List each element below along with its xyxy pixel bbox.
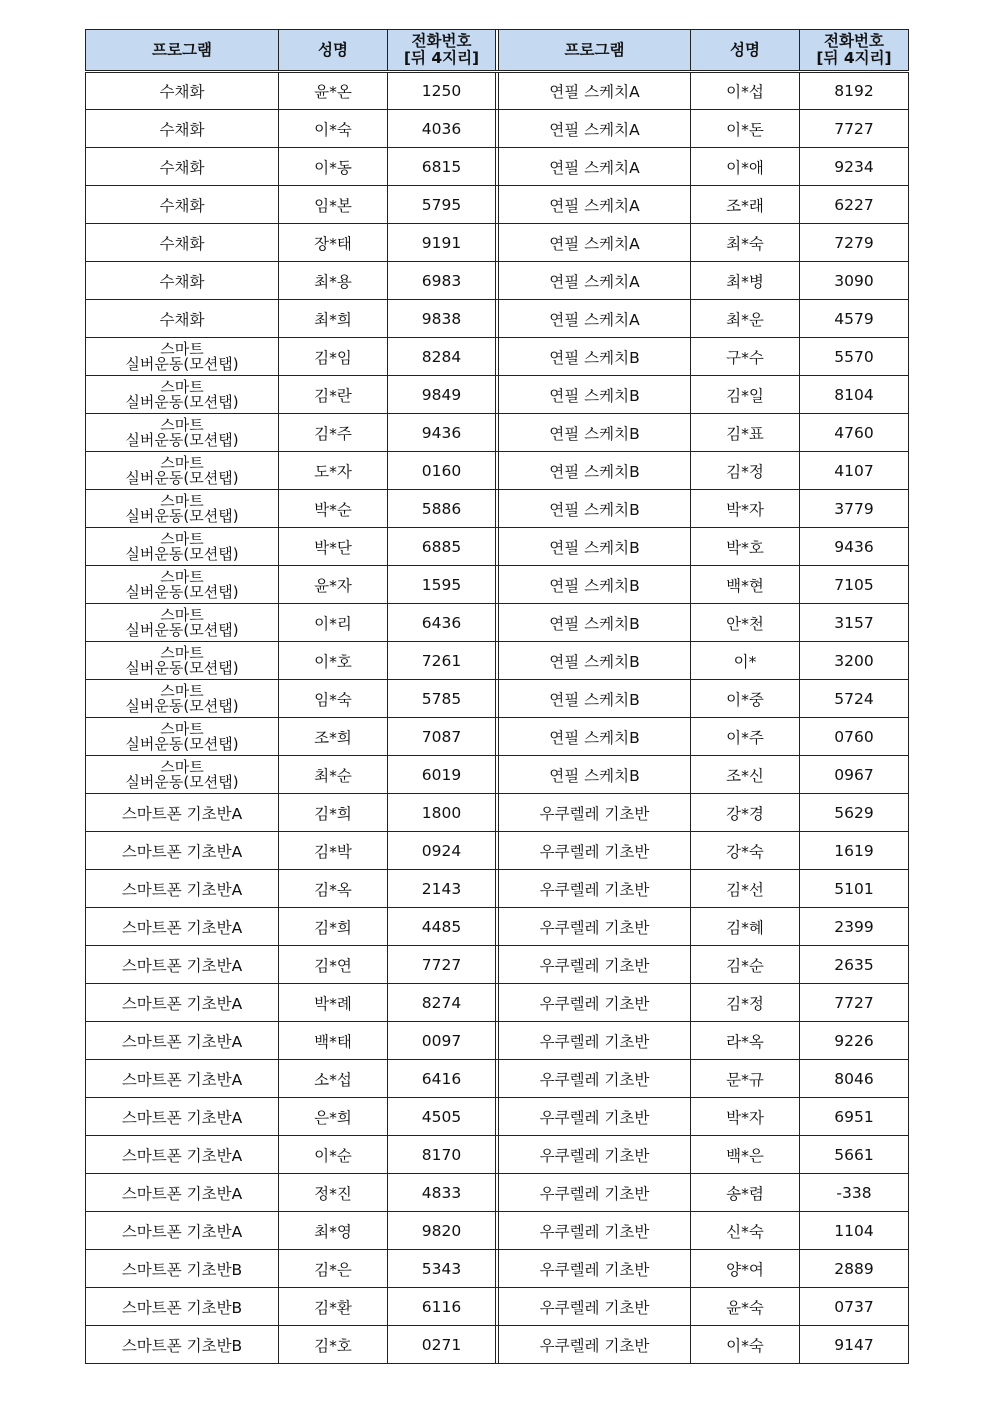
header-name-left: 성명 bbox=[279, 30, 388, 72]
right-phone-cell: 3779 bbox=[800, 490, 909, 528]
right-name-cell: 문*규 bbox=[691, 1060, 800, 1098]
left-phone-cell: 5795 bbox=[388, 186, 496, 224]
right-name-cell: 박*자 bbox=[691, 1098, 800, 1136]
right-name-cell: 신*숙 bbox=[691, 1212, 800, 1250]
right-program-cell: 연필 스케치A bbox=[499, 262, 691, 300]
header-program-right: 프로그램 bbox=[499, 30, 691, 72]
right-name-cell: 이*중 bbox=[691, 680, 800, 718]
right-program-cell: 우쿠렐레 기초반 bbox=[499, 1326, 691, 1364]
right-phone-cell: 3157 bbox=[800, 604, 909, 642]
table-row bbox=[86, 110, 909, 148]
right-program-cell: 연필 스케치A bbox=[499, 186, 691, 224]
right-program-cell: 연필 스케치B bbox=[499, 566, 691, 604]
table-row bbox=[86, 414, 909, 452]
right-name-cell: 김*표 bbox=[691, 414, 800, 452]
right-phone-cell: 0967 bbox=[800, 756, 909, 794]
program-line2: 실버운동(모션탭) bbox=[125, 696, 239, 715]
right-program-cell: 우쿠렐레 기초반 bbox=[499, 1022, 691, 1060]
left-program-cell: 수채화 bbox=[86, 148, 279, 186]
left-phone-cell: 1595 bbox=[388, 566, 496, 604]
left-name-cell: 김*임 bbox=[279, 338, 388, 376]
right-name-cell: 라*옥 bbox=[691, 1022, 800, 1060]
header-phone-left bbox=[388, 30, 496, 72]
left-phone-cell: 6885 bbox=[388, 528, 496, 566]
right-program-cell: 우쿠렐레 기초반 bbox=[499, 984, 691, 1022]
left-program-cell: 스마트폰 기초반A bbox=[86, 1022, 279, 1060]
right-name-cell: 송*렴 bbox=[691, 1174, 800, 1212]
left-name-cell: 도*자 bbox=[279, 452, 388, 490]
right-program-cell: 연필 스케치A bbox=[499, 148, 691, 186]
table-row bbox=[86, 1288, 909, 1326]
left-program-cell bbox=[86, 528, 279, 566]
header-row bbox=[86, 30, 909, 72]
left-name-cell: 박*례 bbox=[279, 984, 388, 1022]
table-row bbox=[86, 908, 909, 946]
left-program-cell bbox=[86, 604, 279, 642]
left-name-cell: 김*호 bbox=[279, 1326, 388, 1364]
right-program-cell: 우쿠렐레 기초반 bbox=[499, 1250, 691, 1288]
right-phone-cell: -338 bbox=[800, 1174, 909, 1212]
left-name-cell: 최*용 bbox=[279, 262, 388, 300]
right-name-cell: 박*자 bbox=[691, 490, 800, 528]
table-row bbox=[86, 1212, 909, 1250]
right-name-cell: 이*돈 bbox=[691, 110, 800, 148]
left-name-cell: 박*순 bbox=[279, 490, 388, 528]
left-name-cell: 김*은 bbox=[279, 1250, 388, 1288]
program-line1: 스마트 bbox=[160, 453, 204, 472]
right-program-cell: 우쿠렐레 기초반 bbox=[499, 1060, 691, 1098]
right-name-cell: 김*순 bbox=[691, 946, 800, 984]
table-row bbox=[86, 1098, 909, 1136]
program-line1: 스마트 bbox=[160, 719, 204, 738]
left-name-cell: 최*영 bbox=[279, 1212, 388, 1250]
right-program-cell: 우쿠렐레 기초반 bbox=[499, 1098, 691, 1136]
left-program-cell: 스마트폰 기초반B bbox=[86, 1250, 279, 1288]
right-name-cell: 강*경 bbox=[691, 794, 800, 832]
program-line1: 스마트 bbox=[160, 415, 204, 434]
right-phone-cell: 0760 bbox=[800, 718, 909, 756]
program-line1: 스마트 bbox=[160, 491, 204, 510]
right-program-cell: 우쿠렐레 기초반 bbox=[499, 1136, 691, 1174]
right-name-cell: 최*운 bbox=[691, 300, 800, 338]
table-row bbox=[86, 528, 909, 566]
table-row bbox=[86, 300, 909, 338]
program-line2: 실버운동(모션탭) bbox=[125, 658, 239, 677]
right-program-cell: 연필 스케치B bbox=[499, 680, 691, 718]
right-phone-cell: 9226 bbox=[800, 1022, 909, 1060]
right-program-cell: 연필 스케치A bbox=[499, 224, 691, 262]
left-program-cell: 수채화 bbox=[86, 300, 279, 338]
left-phone-cell: 6983 bbox=[388, 262, 496, 300]
right-program-cell: 연필 스케치B bbox=[499, 490, 691, 528]
right-phone-cell: 5570 bbox=[800, 338, 909, 376]
table-row bbox=[86, 186, 909, 224]
table-row bbox=[86, 1250, 909, 1288]
left-phone-cell: 9838 bbox=[388, 300, 496, 338]
left-phone-cell: 1250 bbox=[388, 72, 496, 110]
right-phone-cell: 5629 bbox=[800, 794, 909, 832]
program-line1: 스마트 bbox=[160, 643, 204, 662]
left-name-cell: 이*호 bbox=[279, 642, 388, 680]
program-line1: 스마트 bbox=[160, 377, 204, 396]
right-phone-cell: 5724 bbox=[800, 680, 909, 718]
left-program-cell: 스마트폰 기초반A bbox=[86, 870, 279, 908]
left-name-cell: 윤*온 bbox=[279, 72, 388, 110]
table-row bbox=[86, 1022, 909, 1060]
left-name-cell: 은*희 bbox=[279, 1098, 388, 1136]
program-line1: 스마트 bbox=[160, 339, 204, 358]
program-line2: 실버운동(모션탭) bbox=[125, 392, 239, 411]
left-program-cell bbox=[86, 452, 279, 490]
right-phone-cell: 2889 bbox=[800, 1250, 909, 1288]
right-name-cell: 이*애 bbox=[691, 148, 800, 186]
right-phone-cell: 4579 bbox=[800, 300, 909, 338]
left-name-cell: 김*박 bbox=[279, 832, 388, 870]
right-program-cell: 연필 스케치B bbox=[499, 642, 691, 680]
program-line2: 실버운동(모션탭) bbox=[125, 354, 239, 373]
right-name-cell: 김*혜 bbox=[691, 908, 800, 946]
left-name-cell: 최*순 bbox=[279, 756, 388, 794]
right-name-cell: 양*여 bbox=[691, 1250, 800, 1288]
left-program-cell: 스마트폰 기초반A bbox=[86, 1212, 279, 1250]
left-phone-cell: 9820 bbox=[388, 1212, 496, 1250]
right-program-cell: 연필 스케치A bbox=[499, 72, 691, 110]
left-phone-cell: 8170 bbox=[388, 1136, 496, 1174]
left-program-cell: 스마트폰 기초반A bbox=[86, 908, 279, 946]
left-phone-cell: 0271 bbox=[388, 1326, 496, 1364]
left-name-cell: 이*순 bbox=[279, 1136, 388, 1174]
table-row bbox=[86, 566, 909, 604]
right-phone-cell: 7727 bbox=[800, 110, 909, 148]
left-phone-cell: 5785 bbox=[388, 680, 496, 718]
right-program-cell: 연필 스케치A bbox=[499, 110, 691, 148]
left-program-cell bbox=[86, 718, 279, 756]
table-row bbox=[86, 604, 909, 642]
left-name-cell: 김*희 bbox=[279, 794, 388, 832]
table-row bbox=[86, 224, 909, 262]
header-phone-line1: 전화번호 bbox=[411, 32, 472, 50]
right-phone-cell: 0737 bbox=[800, 1288, 909, 1326]
right-name-cell: 박*호 bbox=[691, 528, 800, 566]
table-row bbox=[86, 984, 909, 1022]
left-program-cell bbox=[86, 680, 279, 718]
program-line2: 실버운동(모션탭) bbox=[125, 506, 239, 525]
right-name-cell: 백*은 bbox=[691, 1136, 800, 1174]
left-program-cell bbox=[86, 338, 279, 376]
right-phone-cell: 3200 bbox=[800, 642, 909, 680]
right-name-cell: 이* bbox=[691, 642, 800, 680]
header-phone-line2: [뒤 4지리] bbox=[816, 49, 892, 67]
right-name-cell: 김*정 bbox=[691, 452, 800, 490]
left-name-cell: 김*주 bbox=[279, 414, 388, 452]
table-row bbox=[86, 490, 909, 528]
left-program-cell bbox=[86, 414, 279, 452]
table-row bbox=[86, 262, 909, 300]
table-row bbox=[86, 376, 909, 414]
left-phone-cell: 5343 bbox=[388, 1250, 496, 1288]
right-name-cell: 이*주 bbox=[691, 718, 800, 756]
left-program-cell bbox=[86, 490, 279, 528]
right-name-cell: 김*선 bbox=[691, 870, 800, 908]
table-row bbox=[86, 794, 909, 832]
program-line2: 실버운동(모션탭) bbox=[125, 430, 239, 449]
right-phone-cell: 2635 bbox=[800, 946, 909, 984]
program-line2: 실버운동(모션탭) bbox=[125, 582, 239, 601]
right-program-cell: 우쿠렐레 기초반 bbox=[499, 794, 691, 832]
left-name-cell: 정*진 bbox=[279, 1174, 388, 1212]
left-program-cell: 스마트폰 기초반A bbox=[86, 1098, 279, 1136]
left-program-cell: 스마트폰 기초반A bbox=[86, 794, 279, 832]
left-name-cell: 이*리 bbox=[279, 604, 388, 642]
table-row bbox=[86, 832, 909, 870]
left-phone-cell: 4505 bbox=[388, 1098, 496, 1136]
left-program-cell: 스마트폰 기초반A bbox=[86, 1174, 279, 1212]
left-program-cell bbox=[86, 376, 279, 414]
header-program-left: 프로그램 bbox=[86, 30, 279, 72]
right-name-cell: 조*신 bbox=[691, 756, 800, 794]
left-phone-cell: 0097 bbox=[388, 1022, 496, 1060]
left-program-cell: 수채화 bbox=[86, 262, 279, 300]
left-program-cell: 스마트폰 기초반A bbox=[86, 1136, 279, 1174]
left-name-cell: 임*숙 bbox=[279, 680, 388, 718]
right-phone-cell: 2399 bbox=[800, 908, 909, 946]
left-phone-cell: 6416 bbox=[388, 1060, 496, 1098]
left-program-cell: 수채화 bbox=[86, 110, 279, 148]
table-body bbox=[86, 72, 909, 1364]
program-line2: 실버운동(모션탭) bbox=[125, 468, 239, 487]
right-phone-cell: 8104 bbox=[800, 376, 909, 414]
table-row bbox=[86, 338, 909, 376]
right-program-cell: 연필 스케치B bbox=[499, 718, 691, 756]
left-name-cell: 백*태 bbox=[279, 1022, 388, 1060]
program-line1: 스마트 bbox=[160, 757, 204, 776]
left-phone-cell: 8284 bbox=[388, 338, 496, 376]
left-name-cell: 김*희 bbox=[279, 908, 388, 946]
table-row bbox=[86, 72, 909, 110]
right-program-cell: 연필 스케치B bbox=[499, 756, 691, 794]
left-phone-cell: 9191 bbox=[388, 224, 496, 262]
right-name-cell: 이*섭 bbox=[691, 72, 800, 110]
left-phone-cell: 6019 bbox=[388, 756, 496, 794]
right-phone-cell: 9436 bbox=[800, 528, 909, 566]
right-program-cell: 우쿠렐레 기초반 bbox=[499, 946, 691, 984]
left-phone-cell: 5886 bbox=[388, 490, 496, 528]
program-line1: 스마트 bbox=[160, 567, 204, 586]
right-program-cell: 연필 스케치B bbox=[499, 604, 691, 642]
right-name-cell: 백*현 bbox=[691, 566, 800, 604]
right-phone-cell: 6951 bbox=[800, 1098, 909, 1136]
left-name-cell: 임*본 bbox=[279, 186, 388, 224]
left-name-cell: 윤*자 bbox=[279, 566, 388, 604]
left-phone-cell: 0924 bbox=[388, 832, 496, 870]
table-row bbox=[86, 870, 909, 908]
right-program-cell: 연필 스케치B bbox=[499, 376, 691, 414]
left-phone-cell: 7087 bbox=[388, 718, 496, 756]
program-line1: 스마트 bbox=[160, 681, 204, 700]
left-name-cell: 이*숙 bbox=[279, 110, 388, 148]
left-program-cell bbox=[86, 642, 279, 680]
left-program-cell: 스마트폰 기초반A bbox=[86, 946, 279, 984]
header-name-right: 성명 bbox=[691, 30, 800, 72]
right-phone-cell: 8046 bbox=[800, 1060, 909, 1098]
left-name-cell: 김*란 bbox=[279, 376, 388, 414]
left-program-cell: 스마트폰 기초반B bbox=[86, 1288, 279, 1326]
left-phone-cell: 6815 bbox=[388, 148, 496, 186]
right-name-cell: 강*숙 bbox=[691, 832, 800, 870]
right-name-cell: 안*천 bbox=[691, 604, 800, 642]
left-phone-cell: 4485 bbox=[388, 908, 496, 946]
program-line1: 스마트 bbox=[160, 529, 204, 548]
left-program-cell: 스마트폰 기초반B bbox=[86, 1326, 279, 1364]
header-phone-line1: 전화번호 bbox=[824, 32, 884, 50]
table-row bbox=[86, 148, 909, 186]
right-program-cell: 연필 스케치B bbox=[499, 452, 691, 490]
table-row bbox=[86, 452, 909, 490]
left-program-cell: 스마트폰 기초반A bbox=[86, 1060, 279, 1098]
right-name-cell: 김*정 bbox=[691, 984, 800, 1022]
right-program-cell: 우쿠렐레 기초반 bbox=[499, 832, 691, 870]
left-phone-cell: 7261 bbox=[388, 642, 496, 680]
right-phone-cell: 7279 bbox=[800, 224, 909, 262]
right-phone-cell: 7105 bbox=[800, 566, 909, 604]
left-program-cell bbox=[86, 756, 279, 794]
right-program-cell: 우쿠렐레 기초반 bbox=[499, 1174, 691, 1212]
left-name-cell: 김*옥 bbox=[279, 870, 388, 908]
left-program-cell: 수채화 bbox=[86, 72, 279, 110]
program-line2: 실버운동(모션탭) bbox=[125, 734, 239, 753]
left-phone-cell: 1800 bbox=[388, 794, 496, 832]
right-phone-cell: 9234 bbox=[800, 148, 909, 186]
right-phone-cell: 5661 bbox=[800, 1136, 909, 1174]
right-program-cell: 연필 스케치B bbox=[499, 528, 691, 566]
table-row bbox=[86, 756, 909, 794]
right-phone-cell: 4107 bbox=[800, 452, 909, 490]
right-name-cell: 김*일 bbox=[691, 376, 800, 414]
right-name-cell: 조*래 bbox=[691, 186, 800, 224]
right-phone-cell: 4760 bbox=[800, 414, 909, 452]
right-program-cell: 연필 스케치B bbox=[499, 414, 691, 452]
right-program-cell: 연필 스케치B bbox=[499, 338, 691, 376]
program-line2: 실버운동(모션탭) bbox=[125, 544, 239, 563]
right-phone-cell: 3090 bbox=[800, 262, 909, 300]
right-phone-cell: 6227 bbox=[800, 186, 909, 224]
program-line2: 실버운동(모션탭) bbox=[125, 772, 239, 791]
left-name-cell: 최*희 bbox=[279, 300, 388, 338]
left-phone-cell: 4833 bbox=[388, 1174, 496, 1212]
table-row bbox=[86, 642, 909, 680]
left-name-cell: 박*단 bbox=[279, 528, 388, 566]
participant-table bbox=[85, 29, 909, 1364]
right-program-cell: 우쿠렐레 기초반 bbox=[499, 870, 691, 908]
left-phone-cell: 0160 bbox=[388, 452, 496, 490]
left-program-cell: 스마트폰 기초반A bbox=[86, 832, 279, 870]
left-name-cell: 소*섭 bbox=[279, 1060, 388, 1098]
left-phone-cell: 8274 bbox=[388, 984, 496, 1022]
left-program-cell: 수채화 bbox=[86, 224, 279, 262]
left-name-cell: 김*환 bbox=[279, 1288, 388, 1326]
left-phone-cell: 2143 bbox=[388, 870, 496, 908]
right-name-cell: 최*숙 bbox=[691, 224, 800, 262]
right-phone-cell: 1104 bbox=[800, 1212, 909, 1250]
left-phone-cell: 9849 bbox=[388, 376, 496, 414]
right-phone-cell: 1619 bbox=[800, 832, 909, 870]
header-phone-right bbox=[800, 30, 909, 72]
header-phone-line2: [뒤 4지리] bbox=[403, 49, 480, 67]
program-line2: 실버운동(모션탭) bbox=[125, 620, 239, 639]
right-name-cell: 구*수 bbox=[691, 338, 800, 376]
table-row bbox=[86, 1326, 909, 1364]
left-phone-cell: 4036 bbox=[388, 110, 496, 148]
table-row bbox=[86, 1060, 909, 1098]
left-phone-cell: 6116 bbox=[388, 1288, 496, 1326]
right-phone-cell: 7727 bbox=[800, 984, 909, 1022]
left-name-cell: 이*동 bbox=[279, 148, 388, 186]
right-program-cell: 우쿠렐레 기초반 bbox=[499, 1212, 691, 1250]
left-name-cell: 장*태 bbox=[279, 224, 388, 262]
program-line1: 스마트 bbox=[160, 605, 204, 624]
table-row bbox=[86, 946, 909, 984]
left-phone-cell: 7727 bbox=[388, 946, 496, 984]
right-phone-cell: 9147 bbox=[800, 1326, 909, 1364]
left-name-cell: 김*연 bbox=[279, 946, 388, 984]
participant-list-document bbox=[85, 29, 909, 1364]
left-name-cell: 조*희 bbox=[279, 718, 388, 756]
right-name-cell: 최*병 bbox=[691, 262, 800, 300]
right-program-cell: 우쿠렐레 기초반 bbox=[499, 908, 691, 946]
left-program-cell: 수채화 bbox=[86, 186, 279, 224]
right-name-cell: 윤*숙 bbox=[691, 1288, 800, 1326]
right-program-cell: 연필 스케치A bbox=[499, 300, 691, 338]
right-name-cell: 이*숙 bbox=[691, 1326, 800, 1364]
table-row bbox=[86, 680, 909, 718]
left-program-cell bbox=[86, 566, 279, 604]
table-row bbox=[86, 718, 909, 756]
left-program-cell: 스마트폰 기초반A bbox=[86, 984, 279, 1022]
table-row bbox=[86, 1136, 909, 1174]
table-row bbox=[86, 1174, 909, 1212]
right-program-cell: 우쿠렐레 기초반 bbox=[499, 1288, 691, 1326]
right-phone-cell: 5101 bbox=[800, 870, 909, 908]
right-phone-cell: 8192 bbox=[800, 72, 909, 110]
left-phone-cell: 9436 bbox=[388, 414, 496, 452]
left-phone-cell: 6436 bbox=[388, 604, 496, 642]
